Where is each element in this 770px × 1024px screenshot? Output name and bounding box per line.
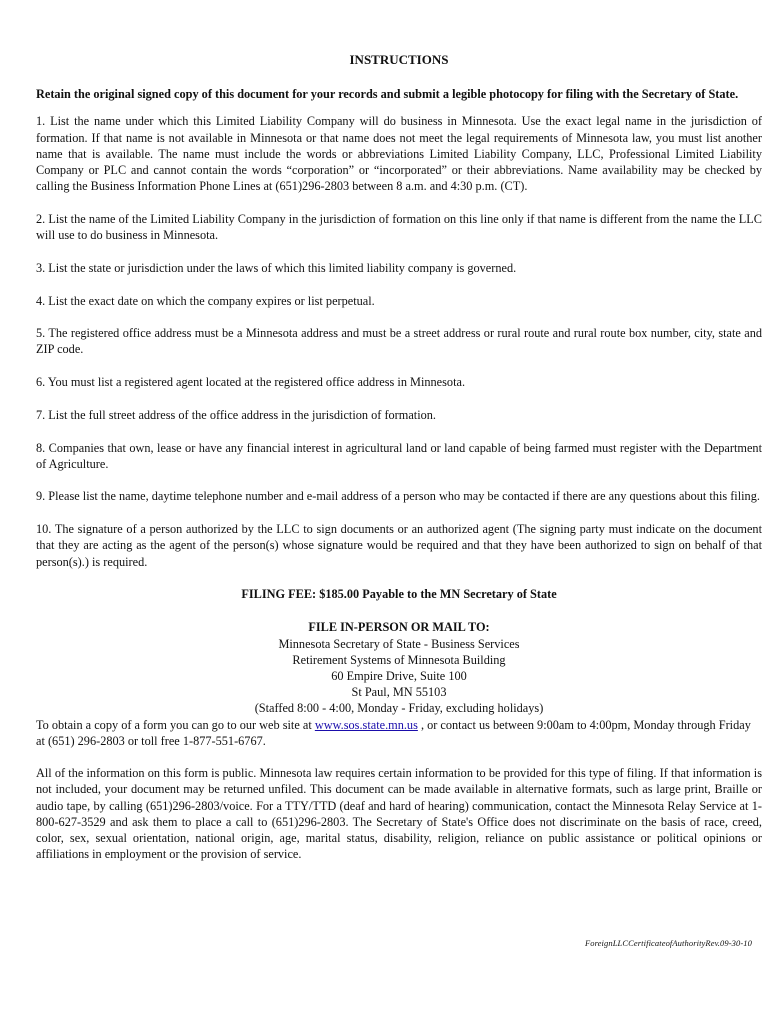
instruction-item-4: 4. List the exact date on which the company expires or list perpetual. bbox=[36, 293, 375, 308]
instruction-item-5: 5. The registered office address must be a Minnesota address and must be a street address or rural route and rural route box number, city, state and ZIP code. bbox=[36, 326, 762, 357]
obtain-form-info bbox=[36, 717, 762, 749]
instruction-item-9: 9. Please list the name, daytime telephone number and e-mail address of a person who may be contacted if there are any questions about this filing. bbox=[36, 489, 760, 504]
instruction-item-2: 2. List the name of the Limited Liability Company in the jurisdiction of formation on this line only if that name is different from the name the LLC will use to do business in Minnesota. bbox=[36, 211, 762, 243]
address-line-3: 60 Empire Drive, Suite 100 bbox=[331, 669, 467, 684]
address-line-4: St Paul, MN 55103 bbox=[351, 685, 447, 700]
obtain-text-after: , or contact us between 9:00am to 4:00pm, Monday through Friday at (651) 296-2803 or toll free 1-877-551-6767. bbox=[36, 717, 751, 748]
office-hours: (Staffed 8:00 - 4:00, Monday - Friday, excluding holidays) bbox=[254, 701, 544, 716]
instructions-page bbox=[36, 52, 762, 862]
address-line-1: Minnesota Secretary of State - Business Services bbox=[278, 636, 520, 651]
instruction-item-10: 10. The signature of a person authorized by the LLC to sign documents or an authorized agent (The signing party must indicate on the document that they are acting as the agent of the person(s) whose signature would be required and that they have been authorized to sign on behalf of that person(s).) is required. bbox=[36, 522, 762, 569]
lead-instruction: Retain the original signed copy of this document for your records and submit a legible photocopy for filing with the Secretary of State. bbox=[36, 87, 739, 102]
instruction-item-8: 8. Companies that own, lease or have any financial interest in agricultural land or land capable of being farmed must register with the Department of Agriculture. bbox=[36, 440, 762, 471]
instruction-item-3: 3. List the state or jurisdiction under the laws of which this limited liability company is governed. bbox=[36, 260, 517, 275]
address-line-2: Retirement Systems of Minnesota Building bbox=[292, 652, 506, 667]
public-information-notice: All of the information on this form is public. Minnesota law requires certain information to be provided for this type of filing. If that information is not included, your document may be returned unfiled. This document can be made available in alternative formats, such as large print, Braille or audio tape, by calling (651)296-2803/voice. For a TTY/TTD (deaf and hard of hearing) communication, contact the Minnesota Relay Service at 1-800-627-3529 and ask them to place a call to (651)296-2803. The Secretary of State's Office does not discriminate on the basis of race, creed, color, sex, sexual orientation, national origin, age, marital status, disability, religion, reliance on public assistance or political opinions or affiliations in employment or the provision of service. bbox=[36, 766, 762, 862]
obtain-text-before: To obtain a copy of a form you can go to our web site at bbox=[36, 717, 315, 732]
filing-fee: FILING FEE: $185.00 Payable to the MN Secretary of State bbox=[241, 587, 557, 602]
form-revision-footer: ForeignLLCCertificateofAuthorityRev.09-30-10 bbox=[584, 938, 752, 948]
page-title: INSTRUCTIONS bbox=[349, 52, 449, 67]
instruction-item-1: 1. List the name under which this Limited Liability Company will do business in Minnesota. Use the exact legal name in the jurisdiction of formation. If that name is not available in Minnesota or that name does not meet the legal requirements of Minnesota law, you must list another name that is available. The name must include the words or abbreviations Limited Liability Company, LLC, Professional Limited Liability Company or PLC and cannot contain the words “corporation” or “incorporated” or their abbreviations. Name availability may be checked by calling the Business Information Phone Lines at (651)296-2803 between 8 a.m. and 4:30 p.m. (CT). bbox=[36, 114, 762, 194]
mail-heading: FILE IN-PERSON OR MAIL TO: bbox=[308, 620, 490, 635]
website-link[interactable]: www.sos.state.mn.us bbox=[314, 717, 418, 732]
instruction-item-6: 6. You must list a registered agent located at the registered office address in Minnesota. bbox=[36, 375, 466, 390]
instruction-item-7: 7. List the full street address of the office address in the jurisdiction of formation. bbox=[36, 407, 437, 422]
